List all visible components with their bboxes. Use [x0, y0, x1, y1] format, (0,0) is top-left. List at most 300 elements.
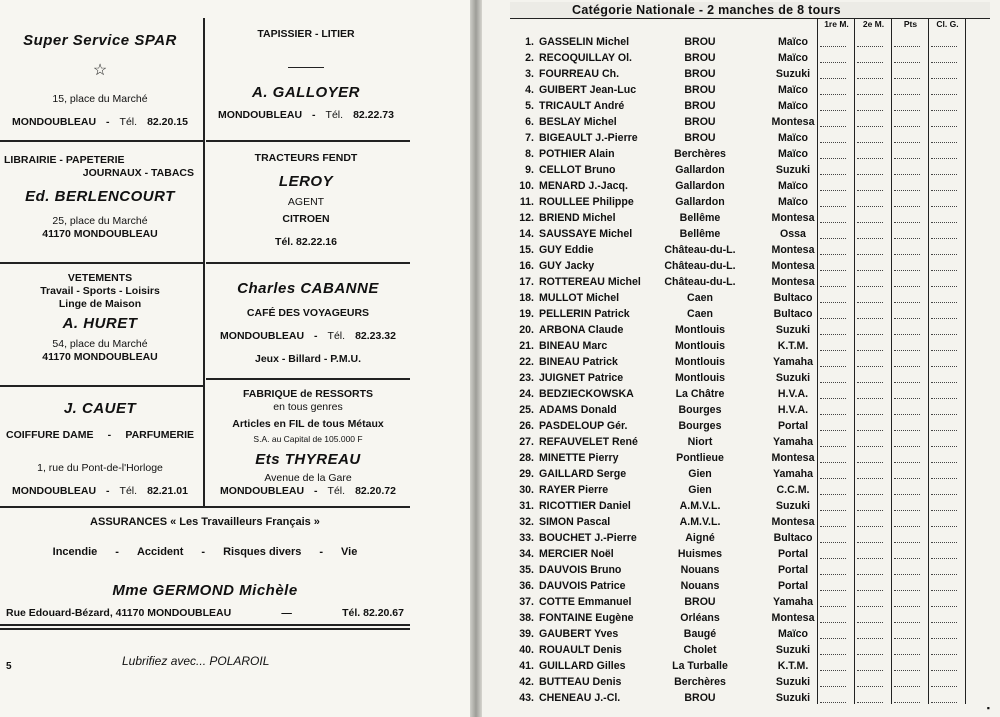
rider-number: 15. — [519, 244, 534, 256]
score-blank — [931, 398, 957, 399]
score-blank — [894, 302, 920, 303]
score-blank — [857, 78, 883, 79]
ad-address: 25, place du Marché — [52, 215, 148, 227]
rider-club: Montlouis — [674, 372, 725, 384]
book-gutter — [470, 0, 482, 717]
ad-city: MONDOUBLEAU — [218, 108, 303, 121]
score-blank — [857, 606, 883, 607]
table-row — [510, 514, 966, 530]
score-blank — [931, 462, 957, 463]
rider-number: 17. — [519, 276, 534, 288]
ad-name: Charles CABANNE — [237, 280, 379, 297]
rider-motorcycle: Montesa — [771, 260, 815, 272]
ad-line: FABRIQUE de RESSORTS — [242, 388, 374, 400]
score-blank — [857, 126, 883, 127]
score-blank — [931, 558, 957, 559]
table-row — [510, 402, 966, 418]
rider-motorcycle: Suzuki — [775, 68, 811, 80]
rider-list — [510, 34, 966, 706]
ad-line: TRACTEURS FENDT — [254, 152, 358, 164]
score-blank — [820, 446, 846, 447]
score-blank — [931, 158, 957, 159]
score-blank — [894, 462, 920, 463]
score-blank — [820, 238, 846, 239]
rider-motorcycle: Bultaco — [773, 532, 813, 544]
table-row — [510, 306, 966, 322]
score-blank — [894, 334, 920, 335]
score-blank — [894, 222, 920, 223]
rider-motorcycle: Maïco — [777, 52, 809, 64]
ad-address: 15, place du Marché — [52, 92, 148, 105]
rider-club: Bourges — [678, 404, 722, 416]
ad-city: MONDOUBLEAU — [12, 115, 97, 128]
score-blank — [857, 142, 883, 143]
rider-number: 30. — [519, 484, 534, 496]
rider-name: FOURREAU Ch. — [539, 68, 620, 80]
ad-tel: 82.23.32 — [355, 329, 396, 342]
rider-motorcycle: Suzuki — [775, 692, 811, 704]
rider-club: BROU — [684, 52, 716, 64]
rider-club: A.M.V.L. — [679, 500, 721, 512]
table-row — [510, 34, 966, 50]
table-row — [510, 82, 966, 98]
rider-number: 27. — [519, 436, 534, 448]
score-blank — [894, 654, 920, 655]
score-blank — [857, 222, 883, 223]
rider-club: Orléans — [680, 612, 720, 624]
score-blank — [931, 318, 957, 319]
table-row — [510, 322, 966, 338]
score-blank — [820, 94, 846, 95]
score-blank — [931, 686, 957, 687]
rider-number: 7. — [525, 132, 534, 144]
rider-name: GUIBERT Jean-Luc — [539, 84, 637, 96]
score-blank — [820, 542, 846, 543]
rider-number: 25. — [519, 404, 534, 416]
score-blank — [820, 254, 846, 255]
rider-name: BRIEND Michel — [539, 212, 616, 224]
rider-motorcycle: Maïco — [777, 148, 809, 160]
score-blank — [931, 446, 957, 447]
rider-name: DAUVOIS Bruno — [539, 564, 622, 576]
table-row — [510, 482, 966, 498]
score-blank — [857, 318, 883, 319]
rider-motorcycle: Montesa — [771, 276, 815, 288]
rider-number: 23. — [519, 372, 534, 384]
ad-spar: Super Service SPAR ☆ 15, place du Marché MONDOUBLEAU - Tél. 82.20.15 — [0, 28, 200, 129]
score-blank — [820, 558, 846, 559]
rider-name: RECOQUILLAY Ol. — [539, 52, 633, 64]
ad-line: en tous genres — [273, 401, 343, 414]
rider-club: Berchères — [674, 676, 726, 688]
rider-name: TRICAULT André — [539, 100, 625, 112]
score-blank — [820, 494, 846, 495]
table-row — [510, 594, 966, 610]
score-blank — [894, 686, 920, 687]
score-blank — [894, 62, 920, 63]
score-blank — [931, 702, 957, 703]
score-blank — [820, 654, 846, 655]
score-blank — [931, 510, 957, 511]
divider — [0, 262, 203, 264]
score-blank — [931, 526, 957, 527]
table-row — [510, 370, 966, 386]
score-blank — [820, 382, 846, 383]
rider-club: Cholet — [683, 644, 717, 656]
rider-motorcycle: Suzuki — [775, 644, 811, 656]
score-blank — [894, 286, 920, 287]
score-blank — [820, 174, 846, 175]
score-blank — [857, 462, 883, 463]
score-blank — [820, 670, 846, 671]
rider-motorcycle: Suzuki — [775, 676, 811, 688]
table-row — [510, 450, 966, 466]
rider-number: 5. — [525, 100, 534, 112]
score-blank — [820, 622, 846, 623]
divider — [206, 378, 410, 380]
score-blank — [857, 526, 883, 527]
score-blank — [857, 110, 883, 111]
score-blank — [820, 270, 846, 271]
rider-motorcycle: Maïco — [777, 628, 809, 640]
rider-motorcycle: Ossa — [780, 228, 806, 240]
score-blank — [894, 590, 920, 591]
rider-name: MULLOT Michel — [539, 292, 620, 304]
rider-club: Montlouis — [674, 324, 725, 336]
score-blank — [820, 222, 846, 223]
table-row — [510, 354, 966, 370]
score-blank — [894, 238, 920, 239]
rider-name: CELLOT Bruno — [539, 164, 616, 176]
rider-motorcycle: Montesa — [771, 516, 815, 528]
rider-number: 24. — [519, 388, 534, 400]
score-blank — [931, 494, 957, 495]
score-blank — [820, 430, 846, 431]
rider-club: Niort — [687, 436, 713, 448]
rider-motorcycle: Suzuki — [775, 500, 811, 512]
rider-club: Caen — [687, 292, 713, 304]
ad-address: Rue Edouard-Bézard, 41170 MONDOUBLEAU — [6, 606, 232, 619]
score-blank — [857, 590, 883, 591]
rider-club: Château-du-L. — [664, 244, 736, 256]
score-blank — [894, 526, 920, 527]
score-blank — [857, 190, 883, 191]
ad-address: 1, rue du Pont-de-l'Horloge — [37, 461, 163, 474]
ad-tel-prefix: Tél. — [327, 484, 346, 497]
score-blank — [857, 510, 883, 511]
score-blank — [820, 46, 846, 47]
table-row — [510, 178, 966, 194]
table-row — [510, 194, 966, 210]
rider-club: Aigné — [685, 532, 715, 544]
score-blank — [857, 478, 883, 479]
score-blank — [894, 126, 920, 127]
table-title: Catégorie Nationale - 2 manches de 8 tours — [572, 3, 841, 17]
score-blank — [894, 270, 920, 271]
rider-number: 4. — [525, 84, 534, 96]
ad-thyreau: FABRIQUE de RESSORTS en tous genres Articles en FIL de tous Métaux S.A. au Capital de 105.000 F Ets THYREAU Avenue de la Gare MONDOUBLEAU - Tél. 82.20.72 — [206, 388, 410, 498]
rider-motorcycle: H.V.A. — [777, 388, 809, 400]
score-blank — [820, 590, 846, 591]
score-blank — [857, 334, 883, 335]
rider-club: BROU — [684, 100, 716, 112]
rider-name: MINETTE Pierry — [539, 452, 619, 464]
score-blank — [931, 206, 957, 207]
score-blank — [931, 430, 957, 431]
rider-club: BROU — [684, 84, 716, 96]
score-blank — [820, 702, 846, 703]
ad-name: Ed. BERLENCOURT — [25, 188, 175, 206]
ad-name: A. HURET — [62, 315, 138, 333]
score-blank — [931, 366, 957, 367]
rider-motorcycle: Yamaha — [772, 436, 814, 448]
rider-motorcycle: K.T.M. — [777, 660, 809, 672]
rider-motorcycle: Suzuki — [775, 324, 811, 336]
rider-motorcycle: Bultaco — [773, 308, 813, 320]
rider-club: Huismes — [677, 548, 723, 560]
rider-number: 34. — [519, 548, 534, 560]
rider-number: 35. — [519, 564, 534, 576]
table-row — [510, 386, 966, 402]
ad-line: CAFÉ DES VOYAGEURS — [246, 306, 370, 319]
rider-name: DAUVOIS Patrice — [539, 580, 626, 592]
rider-number: 40. — [519, 644, 534, 656]
ad-berlencourt — [0, 154, 200, 241]
score-blank — [931, 254, 957, 255]
table-row — [510, 50, 966, 66]
score-blank — [894, 542, 920, 543]
rider-number: 39. — [519, 628, 534, 640]
column-header: 2e M. — [862, 19, 885, 29]
rider-club: Montlouis — [674, 340, 725, 352]
ad-tel-prefix: Tél. — [325, 108, 344, 121]
score-blank — [857, 542, 883, 543]
score-blank — [820, 126, 846, 127]
score-blank — [857, 686, 883, 687]
rider-club: Gallardon — [675, 164, 725, 176]
score-blank — [857, 702, 883, 703]
rider-number: 3. — [525, 68, 534, 80]
score-blank — [857, 574, 883, 575]
rider-name: BINEAU Patrick — [539, 356, 618, 368]
rider-number: 41. — [519, 660, 534, 672]
ad-line: COIFFURE DAME — [6, 428, 94, 441]
score-blank — [820, 190, 846, 191]
score-blank — [857, 350, 883, 351]
rider-name: SIMON Pascal — [539, 516, 611, 528]
ad-line: Articles en FIL de tous Métaux — [232, 418, 384, 431]
rider-name: REFAUVELET René — [539, 436, 638, 448]
score-blank — [894, 382, 920, 383]
score-blank — [894, 366, 920, 367]
score-blank — [931, 78, 957, 79]
rider-motorcycle: Maïco — [777, 196, 809, 208]
score-blank — [857, 46, 883, 47]
score-blank — [894, 350, 920, 351]
rider-motorcycle: Maïco — [777, 132, 809, 144]
score-blank — [931, 46, 957, 47]
score-blank — [820, 78, 846, 79]
rider-motorcycle: Portal — [777, 580, 809, 592]
rider-number: 16. — [519, 260, 534, 272]
score-blank — [931, 654, 957, 655]
score-blank — [857, 270, 883, 271]
score-blank — [931, 190, 957, 191]
page-mark: ▪ — [986, 703, 990, 713]
score-blank — [894, 414, 920, 415]
divider — [206, 140, 410, 142]
rider-number: 20. — [519, 324, 534, 336]
score-blank — [857, 654, 883, 655]
table-row — [510, 242, 966, 258]
score-blank — [894, 638, 920, 639]
score-blank — [857, 398, 883, 399]
score-blank — [931, 126, 957, 127]
rider-club: Caen — [687, 308, 713, 320]
score-blank — [894, 494, 920, 495]
rider-motorcycle: Montesa — [771, 612, 815, 624]
score-blank — [894, 142, 920, 143]
rider-name: PELLERIN Patrick — [539, 308, 630, 320]
rider-number: 18. — [519, 292, 534, 304]
rider-club: Nouans — [680, 564, 720, 576]
ad-line: S.A. au Capital de 105.000 F — [253, 434, 363, 445]
score-blank — [857, 446, 883, 447]
table-row — [510, 690, 966, 706]
rider-club: Gallardon — [675, 196, 725, 208]
rider-club: BROU — [684, 596, 716, 608]
rider-number: 28. — [519, 452, 534, 464]
score-blank — [820, 206, 846, 207]
rider-name: BESLAY Michel — [539, 116, 617, 128]
table-row — [510, 562, 966, 578]
score-blank — [931, 62, 957, 63]
rider-name: ADAMS Donald — [539, 404, 617, 416]
score-blank — [894, 190, 920, 191]
divider — [0, 385, 203, 387]
ad-city: MONDOUBLEAU — [220, 329, 305, 342]
rider-motorcycle: Suzuki — [775, 372, 811, 384]
rider-number: 19. — [519, 308, 534, 320]
score-blank — [931, 542, 957, 543]
ad-name: LEROY — [278, 173, 334, 191]
ad-name: A. GALLOYER — [251, 84, 360, 102]
ad-name: J. CAUET — [63, 400, 137, 417]
rider-motorcycle: Maïco — [777, 84, 809, 96]
rider-number: 42. — [519, 676, 534, 688]
ad-line: Travail - Sports - Loisirs — [40, 285, 160, 298]
score-blank — [820, 302, 846, 303]
column-header: Pts — [903, 19, 918, 29]
score-blank — [820, 638, 846, 639]
score-blank — [894, 254, 920, 255]
ad-line: VETEMENTS — [67, 272, 133, 284]
ad-item: Risques divers — [223, 545, 302, 558]
score-blank — [820, 142, 846, 143]
rider-club: BROU — [684, 692, 716, 704]
score-blank — [931, 142, 957, 143]
rider-club: Baugé — [683, 628, 717, 640]
ad-line: JOURNAUX - TABACS — [82, 167, 194, 180]
score-blank — [857, 174, 883, 175]
rider-name: ROULLEE Philippe — [539, 196, 634, 208]
rider-number: 26. — [519, 420, 534, 432]
score-blank — [820, 414, 846, 415]
score-blank — [820, 574, 846, 575]
slogan: Lubrifiez avec... POLAROIL — [122, 654, 270, 668]
rider-club: Nouans — [680, 580, 720, 592]
table-row — [510, 466, 966, 482]
rider-number: 22. — [519, 356, 534, 368]
rider-club: Bellême — [679, 212, 721, 224]
divider — [206, 262, 410, 264]
score-blank — [820, 398, 846, 399]
rider-number: 29. — [519, 468, 534, 480]
rider-motorcycle: Yamaha — [772, 596, 814, 608]
rider-name: GUY Eddie — [539, 244, 594, 256]
score-blank — [857, 622, 883, 623]
score-blank — [931, 638, 957, 639]
table-row — [510, 130, 966, 146]
ad-item: Accident — [136, 545, 184, 558]
score-blank — [857, 254, 883, 255]
rider-club: La Châtre — [675, 388, 725, 400]
score-blank — [894, 606, 920, 607]
rider-name: BOUCHET J.-Pierre — [539, 532, 637, 544]
table-row — [510, 162, 966, 178]
rider-club: Gien — [688, 484, 712, 496]
table-row — [510, 418, 966, 434]
score-blank — [857, 206, 883, 207]
ad-city: 41170 MONDOUBLEAU — [42, 228, 158, 241]
rider-motorcycle: Bultaco — [773, 292, 813, 304]
score-blank — [820, 510, 846, 511]
left-page — [0, 0, 470, 717]
page-number: 5 — [6, 661, 12, 672]
score-blank — [820, 686, 846, 687]
rider-number: 8. — [525, 148, 534, 160]
score-blank — [931, 574, 957, 575]
score-blank — [894, 622, 920, 623]
score-blank — [894, 670, 920, 671]
ad-city: MONDOUBLEAU — [12, 485, 97, 497]
ad-line: PARFUMERIE — [125, 428, 194, 441]
rider-motorcycle: Montesa — [771, 116, 815, 128]
rider-club: Berchères — [674, 148, 726, 160]
score-blank — [931, 382, 957, 383]
ad-tel: 82.22.73 — [353, 108, 394, 121]
score-blank — [894, 430, 920, 431]
rider-number: 33. — [519, 532, 534, 544]
divider — [0, 624, 410, 626]
score-blank — [894, 46, 920, 47]
rider-name: RAYER Pierre — [539, 484, 609, 496]
score-blank — [894, 206, 920, 207]
rider-number: 21. — [519, 340, 534, 352]
ad-line: AGENT — [287, 195, 325, 208]
ad-tel-prefix: Tél. — [327, 329, 346, 342]
rider-club: Gallardon — [675, 180, 725, 192]
score-blank — [820, 286, 846, 287]
rider-motorcycle: Suzuki — [775, 164, 811, 176]
table-row — [510, 642, 966, 658]
rider-number: 12. — [519, 212, 534, 224]
rider-number: 6. — [525, 116, 534, 128]
table-row — [510, 114, 966, 130]
score-blank — [857, 238, 883, 239]
score-blank — [894, 558, 920, 559]
ad-city: 41170 MONDOUBLEAU — [42, 351, 158, 364]
